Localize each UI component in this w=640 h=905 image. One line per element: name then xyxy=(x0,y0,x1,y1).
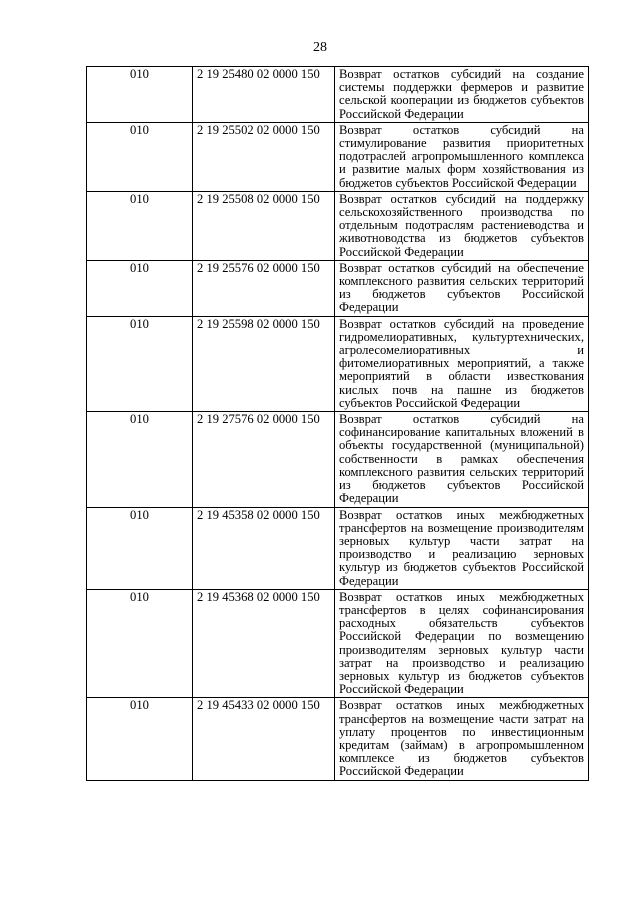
admin-code-cell: 010 xyxy=(87,122,193,191)
table-row xyxy=(87,698,589,780)
description-cell: Возврат остатков субсидий на стимулирование развития приоритетных подотраслей агропромышленного комплекса и развитие малых форм хозяйствования из бюджетов субъектов Российской Федерации xyxy=(335,122,589,191)
budget-code-cell: 2 19 25576 02 0000 150 xyxy=(193,260,335,316)
budget-code-cell: 2 19 25508 02 0000 150 xyxy=(193,191,335,260)
description-cell: Возврат остатков иных межбюджетных трансфертов в целях софинансирования расходных обязательств субъектов Российской Федерации по возмещению производителям зерновых культур части затрат на производство и реализацию зерновых культур из бюджетов субъектов Российской Федерации xyxy=(335,589,589,698)
description-cell: Возврат остатков иных межбюджетных трансфертов на возмещение производителям зерновых культур части затрат на производство и реализацию зерновых культур из бюджетов субъектов Российской Федерации xyxy=(335,507,589,589)
budget-codes-table xyxy=(86,66,589,781)
admin-code-cell: 010 xyxy=(87,316,193,411)
description-cell: Возврат остатков субсидий на обеспечение комплексного развития сельских территорий из бюджетов субъектов Российской Федерации xyxy=(335,260,589,316)
table-row xyxy=(87,122,589,191)
table-row xyxy=(87,260,589,316)
admin-code-cell: 010 xyxy=(87,589,193,698)
table-row xyxy=(87,589,589,698)
admin-code-cell: 010 xyxy=(87,698,193,780)
admin-code-cell: 010 xyxy=(87,191,193,260)
admin-code-cell: 010 xyxy=(87,67,193,123)
admin-code-cell: 010 xyxy=(87,260,193,316)
table-row xyxy=(87,191,589,260)
budget-code-cell: 2 19 25502 02 0000 150 xyxy=(193,122,335,191)
budget-code-cell: 2 19 27576 02 0000 150 xyxy=(193,412,335,507)
description-cell: Возврат остатков иных межбюджетных трансфертов на возмещение части затрат на уплату процентов по инвестиционным кредитам (займам) в агропромышленном комплексе из бюджетов субъектов Российской Федерации xyxy=(335,698,589,780)
table-row xyxy=(87,412,589,507)
admin-code-cell: 010 xyxy=(87,507,193,589)
description-cell: Возврат остатков субсидий на проведение гидромелиоративных, культуртехнических, агролесомелиоративных и фитомелиоративных мероприятий, а также мероприятий в области известкования кислых почв на пашне из бюджетов субъектов Российской Федерации xyxy=(335,316,589,411)
table-row xyxy=(87,507,589,589)
table-row xyxy=(87,316,589,411)
description-cell: Возврат остатков субсидий на создание системы поддержки фермеров и развитие сельской кооперации из бюджетов субъектов Российской Федерации xyxy=(335,67,589,123)
budget-code-cell: 2 19 45358 02 0000 150 xyxy=(193,507,335,589)
admin-code-cell: 010 xyxy=(87,412,193,507)
budget-code-cell: 2 19 45433 02 0000 150 xyxy=(193,698,335,780)
table-row xyxy=(87,67,589,123)
description-cell: Возврат остатков субсидий на софинансирование капитальных вложений в объекты государственной (муниципальной) собственности в рамках обеспечения комплексного развития сельских территорий из бюджетов субъектов Российской Федерации xyxy=(335,412,589,507)
page-number: 28 xyxy=(313,40,327,55)
budget-code-cell: 2 19 25598 02 0000 150 xyxy=(193,316,335,411)
description-cell: Возврат остатков субсидий на поддержку сельскохозяйственного производства по отдельным подотраслям растениеводства и животноводства из бюджетов субъектов Российской Федерации xyxy=(335,191,589,260)
budget-code-cell: 2 19 25480 02 0000 150 xyxy=(193,67,335,123)
budget-code-cell: 2 19 45368 02 0000 150 xyxy=(193,589,335,698)
